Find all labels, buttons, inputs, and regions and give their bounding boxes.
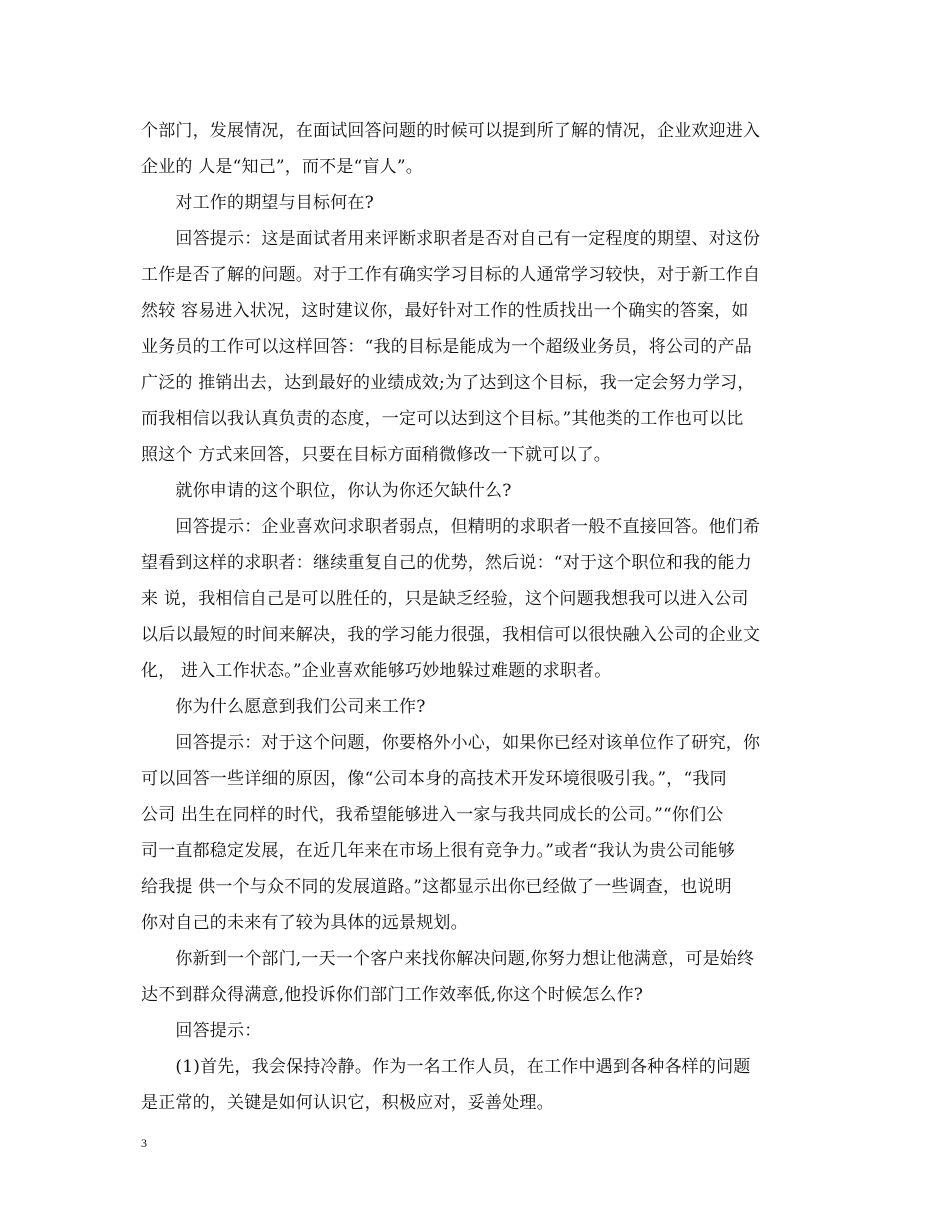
question-line: 对工作的期望与目标何在? — [141, 193, 374, 213]
question-line: 就你申请的这个职位，你认为你还欠缺什么? — [141, 481, 512, 501]
question-line: 你为什么愿意到我们公司来工作? — [141, 697, 426, 717]
text-line: 然较 容易进入状况，这时建议你，最好针对工作的性质找出一个确实的答案，如 — [141, 301, 749, 321]
text-line: 来 说，我相信自己是可以胜任的，只是缺乏经验，这个问题我想我可以进入公司 — [141, 589, 749, 609]
text-line: 广泛的 推销出去，达到最好的业绩成效;为了达到这个目标，我一定会努力学习， — [141, 373, 755, 393]
text-line: (1)首先，我会保持冷静。作为一名工作人员，在工作中遇到各种各样的问题 — [141, 1057, 751, 1077]
text-line: 是正常的，关键是如何认识它，积极应对，妥善处理。 — [141, 1093, 554, 1113]
page-number: 3 — [141, 1136, 147, 1150]
text-line: 回答提示：这是面试者用来评断求职者是否对自己有一定程度的期望、对这份 — [141, 229, 761, 249]
text-line: 企业的 人是“知己”，而不是“盲人”。 — [141, 157, 423, 177]
question-line: 达不到群众得满意,他投诉你们部门工作效率低,你这个时候怎么作? — [141, 985, 644, 1005]
text-line: 化， 进入工作状态。”企业喜欢能够巧妙地躲过难题的求职者。 — [141, 661, 612, 681]
text-line: 以后以最短的时间来解决，我的学习能力很强，我相信可以很快融入公司的企业文 — [141, 625, 761, 645]
text-line: 回答提示： — [141, 1021, 262, 1041]
text-line: 望看到这样的求职者：继续重复自己的优势，然后说：“对于这个职位和我的能力 — [141, 553, 752, 573]
text-line: 个部门，发展情况，在面试回答问题的时候可以提到所了解的情况，企业欢迎进入 — [141, 121, 761, 141]
text-line: 业务员的工作可以这样回答：“我的目标是能成为一个超级业务员，将公司的产品 — [141, 337, 752, 357]
text-line: 给我提 供一个与众不同的发展道路。”这都显示出你已经做了一些调查，也说明 — [141, 877, 732, 897]
text-line: 而我相信以我认真负责的态度，一定可以达到这个目标。”其他类的工作也可以比 — [141, 409, 744, 429]
text-line: 照这个 方式来回答，只要在目标方面稍微修改一下就可以了。 — [141, 445, 612, 465]
question-line: 你新到一个部门,一天一个客户来找你解决问题,你努力想让他满意，可是始终 — [141, 949, 755, 969]
text-line: 你对自己的未来有了较为具体的远景规划。 — [141, 913, 468, 933]
text-line: 公司 出生在同样的时代，我希望能够进入一家与我共同成长的公司。”“你们公 — [141, 805, 724, 825]
text-line: 可以回答一些详细的原因，像“公司本身的高技术开发环境很吸引我。”，“我同 — [141, 769, 727, 789]
text-line: 回答提示：企业喜欢问求职者弱点，但精明的求职者一般不直接回答。他们希 — [141, 517, 761, 537]
text-line: 回答提示：对于这个问题，你要格外小心，如果你已经对该单位作了研究，你 — [141, 733, 761, 753]
text-line: 司一直都稳定发展，在近几年来在市场上很有竞争力。”或者“我认为贵公司能够 — [141, 841, 736, 861]
text-line: 工作是否了解的问题。对于工作有确实学习目标的人通常学习较快，对于新工作自 — [141, 265, 761, 285]
document-body — [141, 113, 813, 1121]
